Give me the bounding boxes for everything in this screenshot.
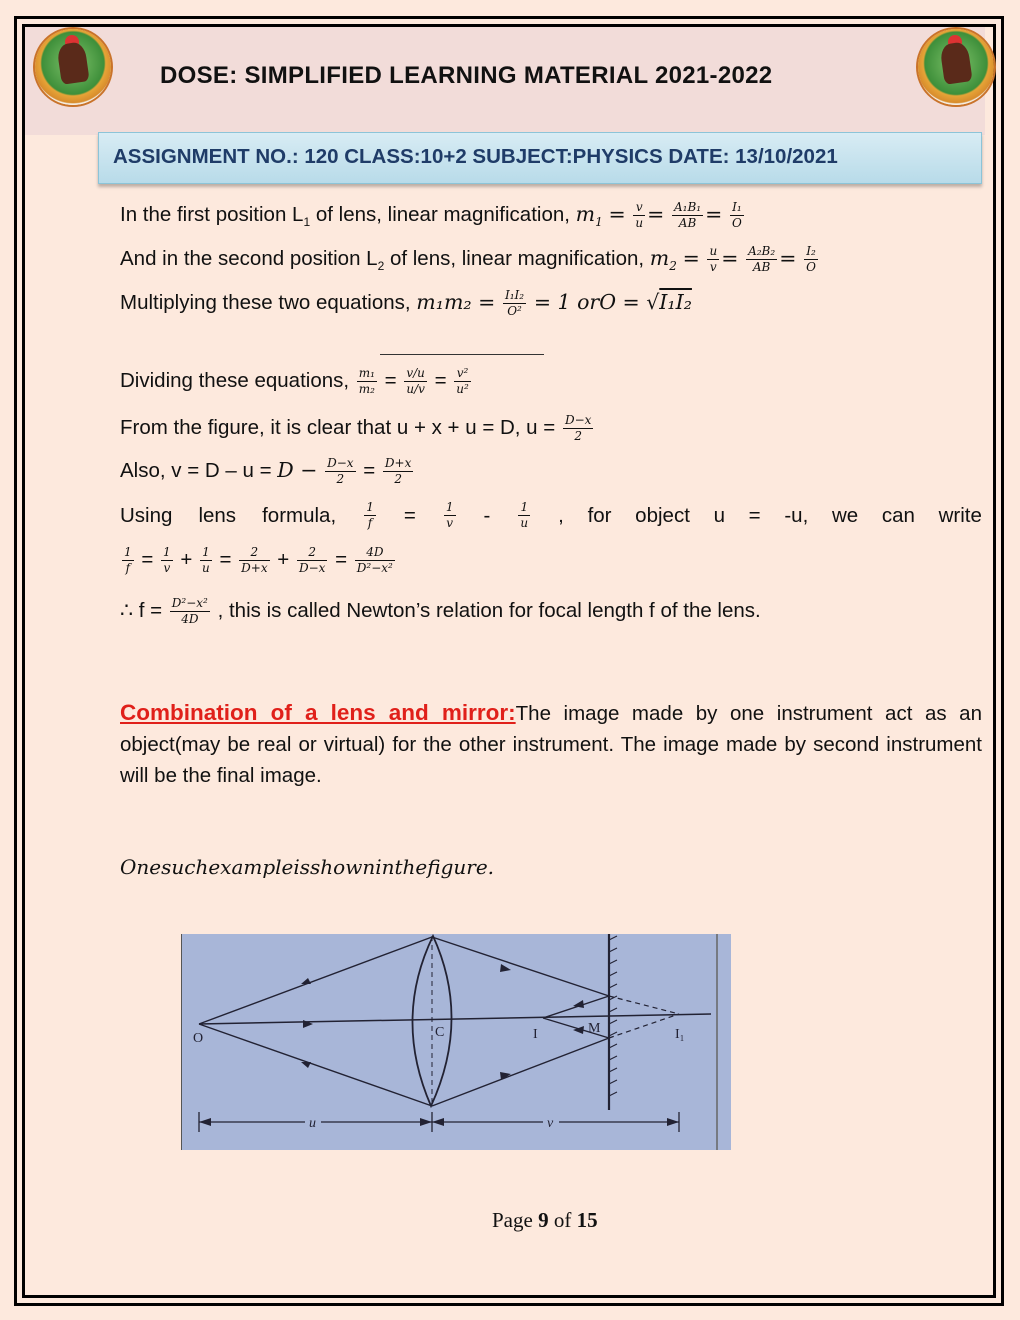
example-caption: Onesuchexampleisshowninthefigure. <box>120 855 495 879</box>
label-I1: I₁ <box>675 1027 685 1042</box>
page-number: Page 9 of 15 <box>492 1208 598 1232</box>
label-I: I <box>533 1027 538 1042</box>
label-u: u <box>309 1116 316 1131</box>
assignment-bar <box>98 132 982 184</box>
assignment-info: ASSIGNMENT NO.: 120 CLASS:10+2 SUBJECT:PHYSICS DATE: 13/10/2021 <box>113 145 838 168</box>
line-from-figure: From the figure, it is clear that u + x + u = D, u = $\frac{D-x}{2}$ <box>120 413 592 443</box>
section-heading: Combination of a lens and mirror: <box>120 700 516 725</box>
school-logo-left <box>35 29 111 105</box>
label-M: M <box>588 1021 601 1036</box>
line-lens-equation: $\frac{1}{f}$ = $\frac{1}{v}$ + $\frac{1}{u}$ = $\frac{2}{D+x}$ + $\frac{2}{D-x}$ = $\frac{4D}{\text{D²−x²}}$ <box>124 545 393 575</box>
lens-mirror-figure <box>181 934 731 1150</box>
label-C: C <box>435 1025 445 1040</box>
line-also-v: Also, v = D – u = D − $\frac{D-x}{2}$ = $\frac{D+x}{2}$ <box>120 456 412 486</box>
divider-line <box>380 354 544 355</box>
ray-diagram <box>181 934 731 1150</box>
line-dividing: Dividing these equations, $\frac{\text{m₁}}{\text{m₂}}$ = $\frac{v/u}{u/v}$ = $\frac{\text{v²}}{\text{u²}}$ <box>120 366 469 396</box>
page-title: DOSE: SIMPLIFIED LEARNING MATERIAL 2021-2022 <box>160 62 773 89</box>
line-first-position: In the first position $L_1$ of lens, linear magnification, $m_1$ = $\frac{v}{u}$ = $\frac{\text{A₁B₁}}{AB}$ = $\frac{\text{I₁}}{O}$ <box>120 200 742 230</box>
section-text: The image made by one instrument act as an object(may be real or virtual) for the other instrument. The image made by second instrument will be the final image. <box>120 702 982 787</box>
school-logo-right <box>918 29 994 105</box>
line-lens-formula: Using lens formula, $\frac{1}{f}$ = $\frac{1}{v}$ - $\frac{1}{u}$ , for object u = -u, we can write <box>120 500 982 530</box>
line-second-position: And in the second position $L_2$ of lens, linear magnification, $m_2$ = $\frac{u}{v}$ = $\frac{\text{A₂B₂}}{AB}$ = $\frac{\text{I₂}}{O}$ <box>120 244 816 274</box>
label-O: O <box>193 1031 204 1046</box>
line-multiplying: Multiplying these two equations, m₁m₂ = $\frac{\text{I₁I₂}}{\text{O²}}$ = 1 orO = √I₁I₂ <box>120 288 692 318</box>
line-newton-relation: ∴ f = $\frac{\text{D²−x²}}{4D}$ , this is called Newton’s relation for focal length f of the lens. <box>120 596 761 626</box>
section-lens-mirror <box>120 697 982 791</box>
label-v: v <box>547 1116 554 1131</box>
